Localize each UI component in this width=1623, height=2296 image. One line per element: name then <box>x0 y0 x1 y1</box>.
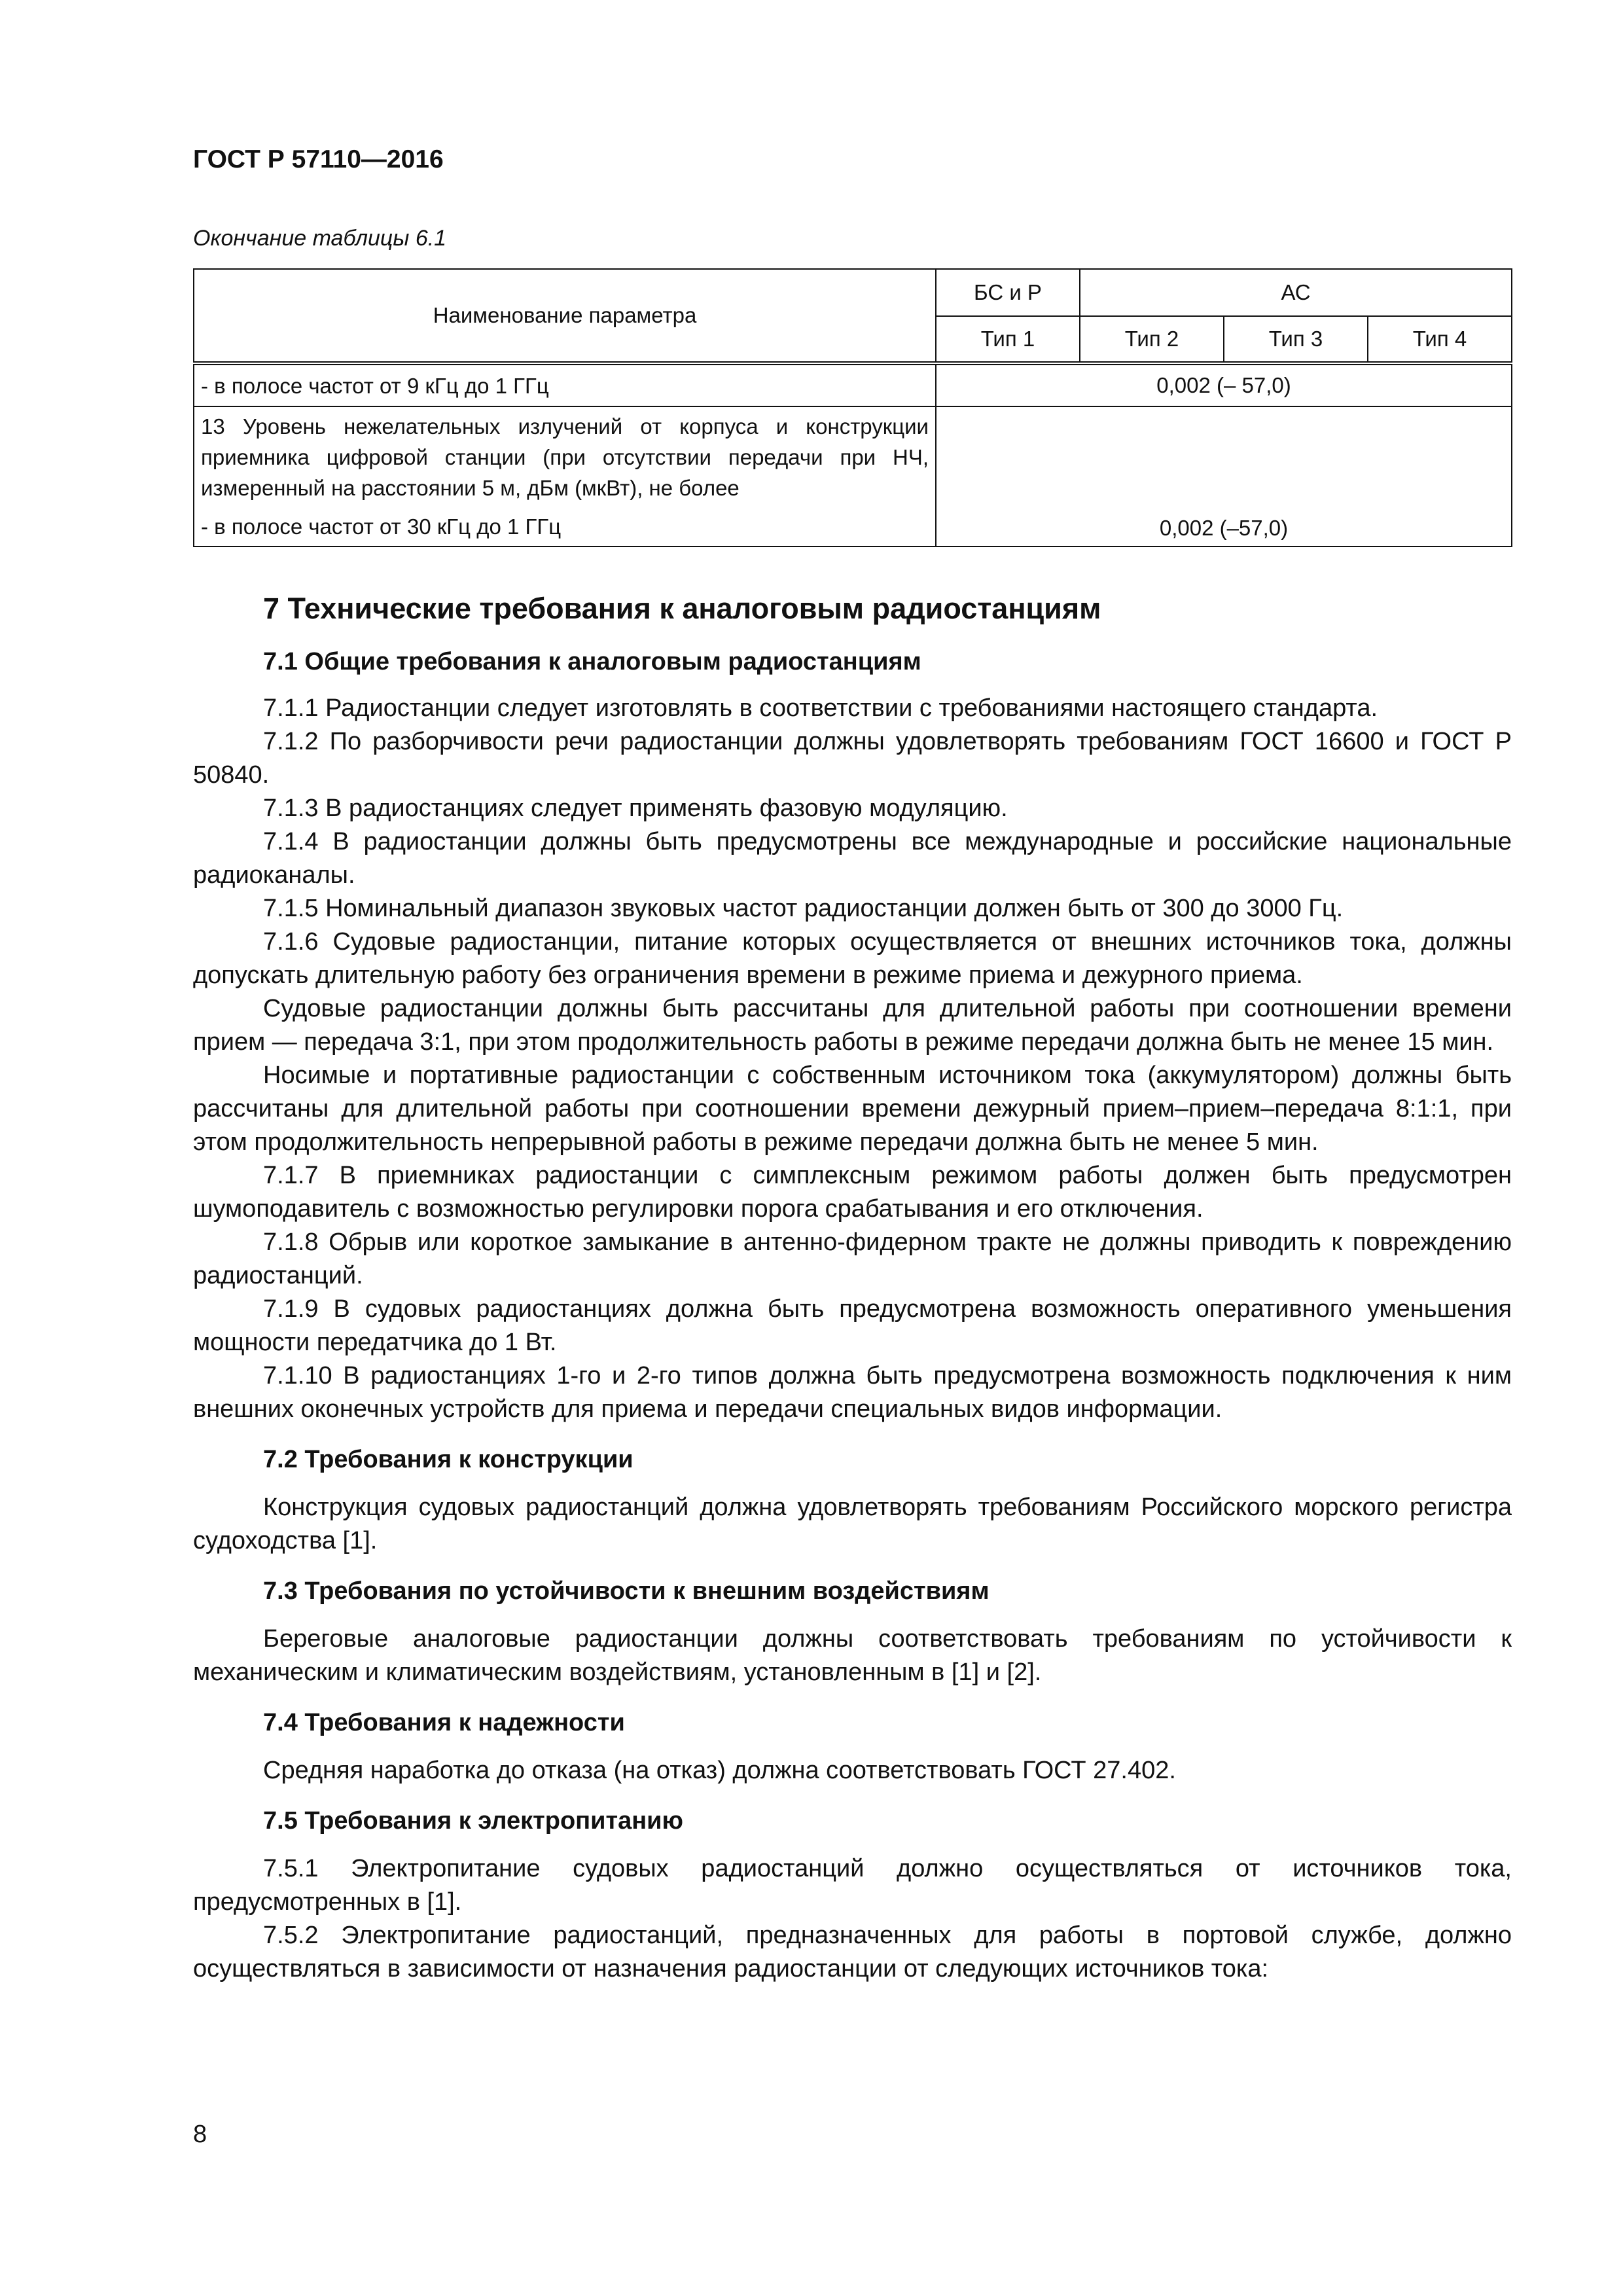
column-group-as: АС <box>1080 269 1512 316</box>
paragraph: 7.1.5 Номинальный диапазон звуковых частот радиостанции должен быть от 300 до 3000 Гц. <box>263 895 1344 922</box>
section-7-3-title: 7.3 Требования по устойчивости к внешним воздействиям <box>263 1577 990 1605</box>
row-parameter-name: - в полосе частот от 9 кГц до 1 ГГц <box>194 363 936 406</box>
column-header-parameter-name: Наименование параметра <box>194 269 936 363</box>
section-7-2-title: 7.2 Требования к конструкции <box>263 1446 633 1473</box>
row-parameter-name: - в полосе частот от 30 кГц до 1 ГГц <box>194 507 936 547</box>
row-parameter-value: 0,002 (–57,0) <box>936 406 1512 547</box>
paragraph: 7.1.9 В судовых радиостанциях должна быть предусмотрена возможность оперативного уменьшения мощности передатчика до 1 Вт. <box>193 1295 1512 1356</box>
table-row <box>194 363 1512 406</box>
paragraph: 7.1.1 Радиостанции следует изготовлять в соответствии с требованиями настоящего стандарта. <box>263 694 1378 722</box>
paragraph: 7.1.10 В радиостанциях 1-го и 2-го типов должна быть предусмотрена возможность подключения к ним внешних оконечных устройств для приема и передачи специальных видов информации. <box>193 1362 1512 1423</box>
section-7-5-title: 7.5 Требования к электропитанию <box>263 1807 683 1835</box>
column-header-type-2: Тип 2 <box>1080 316 1224 363</box>
section-7-title: 7 Технические требования к аналоговым радиостанциям <box>263 592 1101 625</box>
paragraph: 7.1.7 В приемниках радиостанции с симплексным режимом работы должен быть предусмотрен шумоподавитель с возможностью регулировки порога срабатывания и его отключения. <box>193 1162 1512 1223</box>
paragraph: 7.1.8 Обрыв или короткое замыкание в антенно-фидерном тракте не должны приводить к повреждению радиостанций. <box>193 1229 1512 1289</box>
section-7-body <box>193 589 1512 1986</box>
parameters-table <box>193 268 1512 547</box>
paragraph: Конструкция судовых радиостанций должна удовлетворять требованиям Российского морского регистра судоходства [1]. <box>193 1494 1512 1554</box>
paragraph: Носимые и портативные радиостанции с собственным источником тока (аккумулятором) должны быть рассчитаны для длительной работы при соотношении времени дежурный прием–прием–передача 8:1:1, при этом продолжительность непрерывной работы в режиме передачи должна быть не менее 5 мин. <box>193 1062 1512 1156</box>
paragraph: 7.1.6 Судовые радиостанции, питание которых осуществляется от внешних источников тока, должны допускать длительную работу без ограничения времени в режиме приема и дежурного приема. <box>193 928 1512 989</box>
paragraph: Береговые аналоговые радиостанции должны соответствовать требованиям по устойчивости к механическим и климатическим воздействиям, установленным в [1] и [2]. <box>193 1625 1512 1686</box>
row-parameter-value: 0,002 (– 57,0) <box>936 363 1512 406</box>
section-7-1-title: 7.1 Общие требования к аналоговым радиостанциям <box>263 648 921 675</box>
column-header-type-4: Тип 4 <box>1368 316 1512 363</box>
paragraph: Судовые радиостанции должны быть рассчитаны для длительной работы при соотношении времени прием — передача 3:1, при этом продолжительность работы в режиме передачи должна быть не менее 15 мин. <box>193 995 1512 1056</box>
column-header-type-1: Тип 1 <box>936 316 1080 363</box>
page-number: 8 <box>193 2121 207 2148</box>
paragraph: 7.5.1 Электропитание судовых радиостанций должно осуществляться от источников тока, предусмотренных в [1]. <box>193 1855 1512 1916</box>
paragraph: 7.5.2 Электропитание радиостанций, предназначенных для работы в портовой службе, должно осуществляться в зависимости от назначения радиостанции от следующих источников тока: <box>193 1922 1512 1982</box>
column-group-bs-r: БС и Р <box>936 269 1080 316</box>
paragraph: Средняя наработка до отказа (на отказ) должна соответствовать ГОСТ 27.402. <box>263 1757 1176 1784</box>
table-caption: Окончание таблицы 6.1 <box>193 226 447 251</box>
paragraph: 7.1.3 В радиостанциях следует применять фазовую модуляцию. <box>263 795 1008 822</box>
column-header-type-3: Тип 3 <box>1224 316 1368 363</box>
section-7-4-title: 7.4 Требования к надежности <box>263 1709 625 1736</box>
table-row <box>194 406 1512 507</box>
document-id-header: ГОСТ Р 57110—2016 <box>193 145 444 173</box>
paragraph: 7.1.4 В радиостанции должны быть предусмотрены все международные и российские национальные радиоканалы. <box>193 828 1512 889</box>
paragraph: 7.1.2 По разборчивости речи радиостанции должны удовлетворять требованиям ГОСТ 16600 и ГОСТ Р 50840. <box>193 728 1512 789</box>
row-parameter-name: 13 Уровень нежелательных излучений от корпуса и конструкции приемника цифровой станции (при отсутствии передачи при НЧ, измеренный на расстоянии 5 м, дБм (мкВт), не более <box>194 406 936 507</box>
document-page <box>193 0 1512 2296</box>
